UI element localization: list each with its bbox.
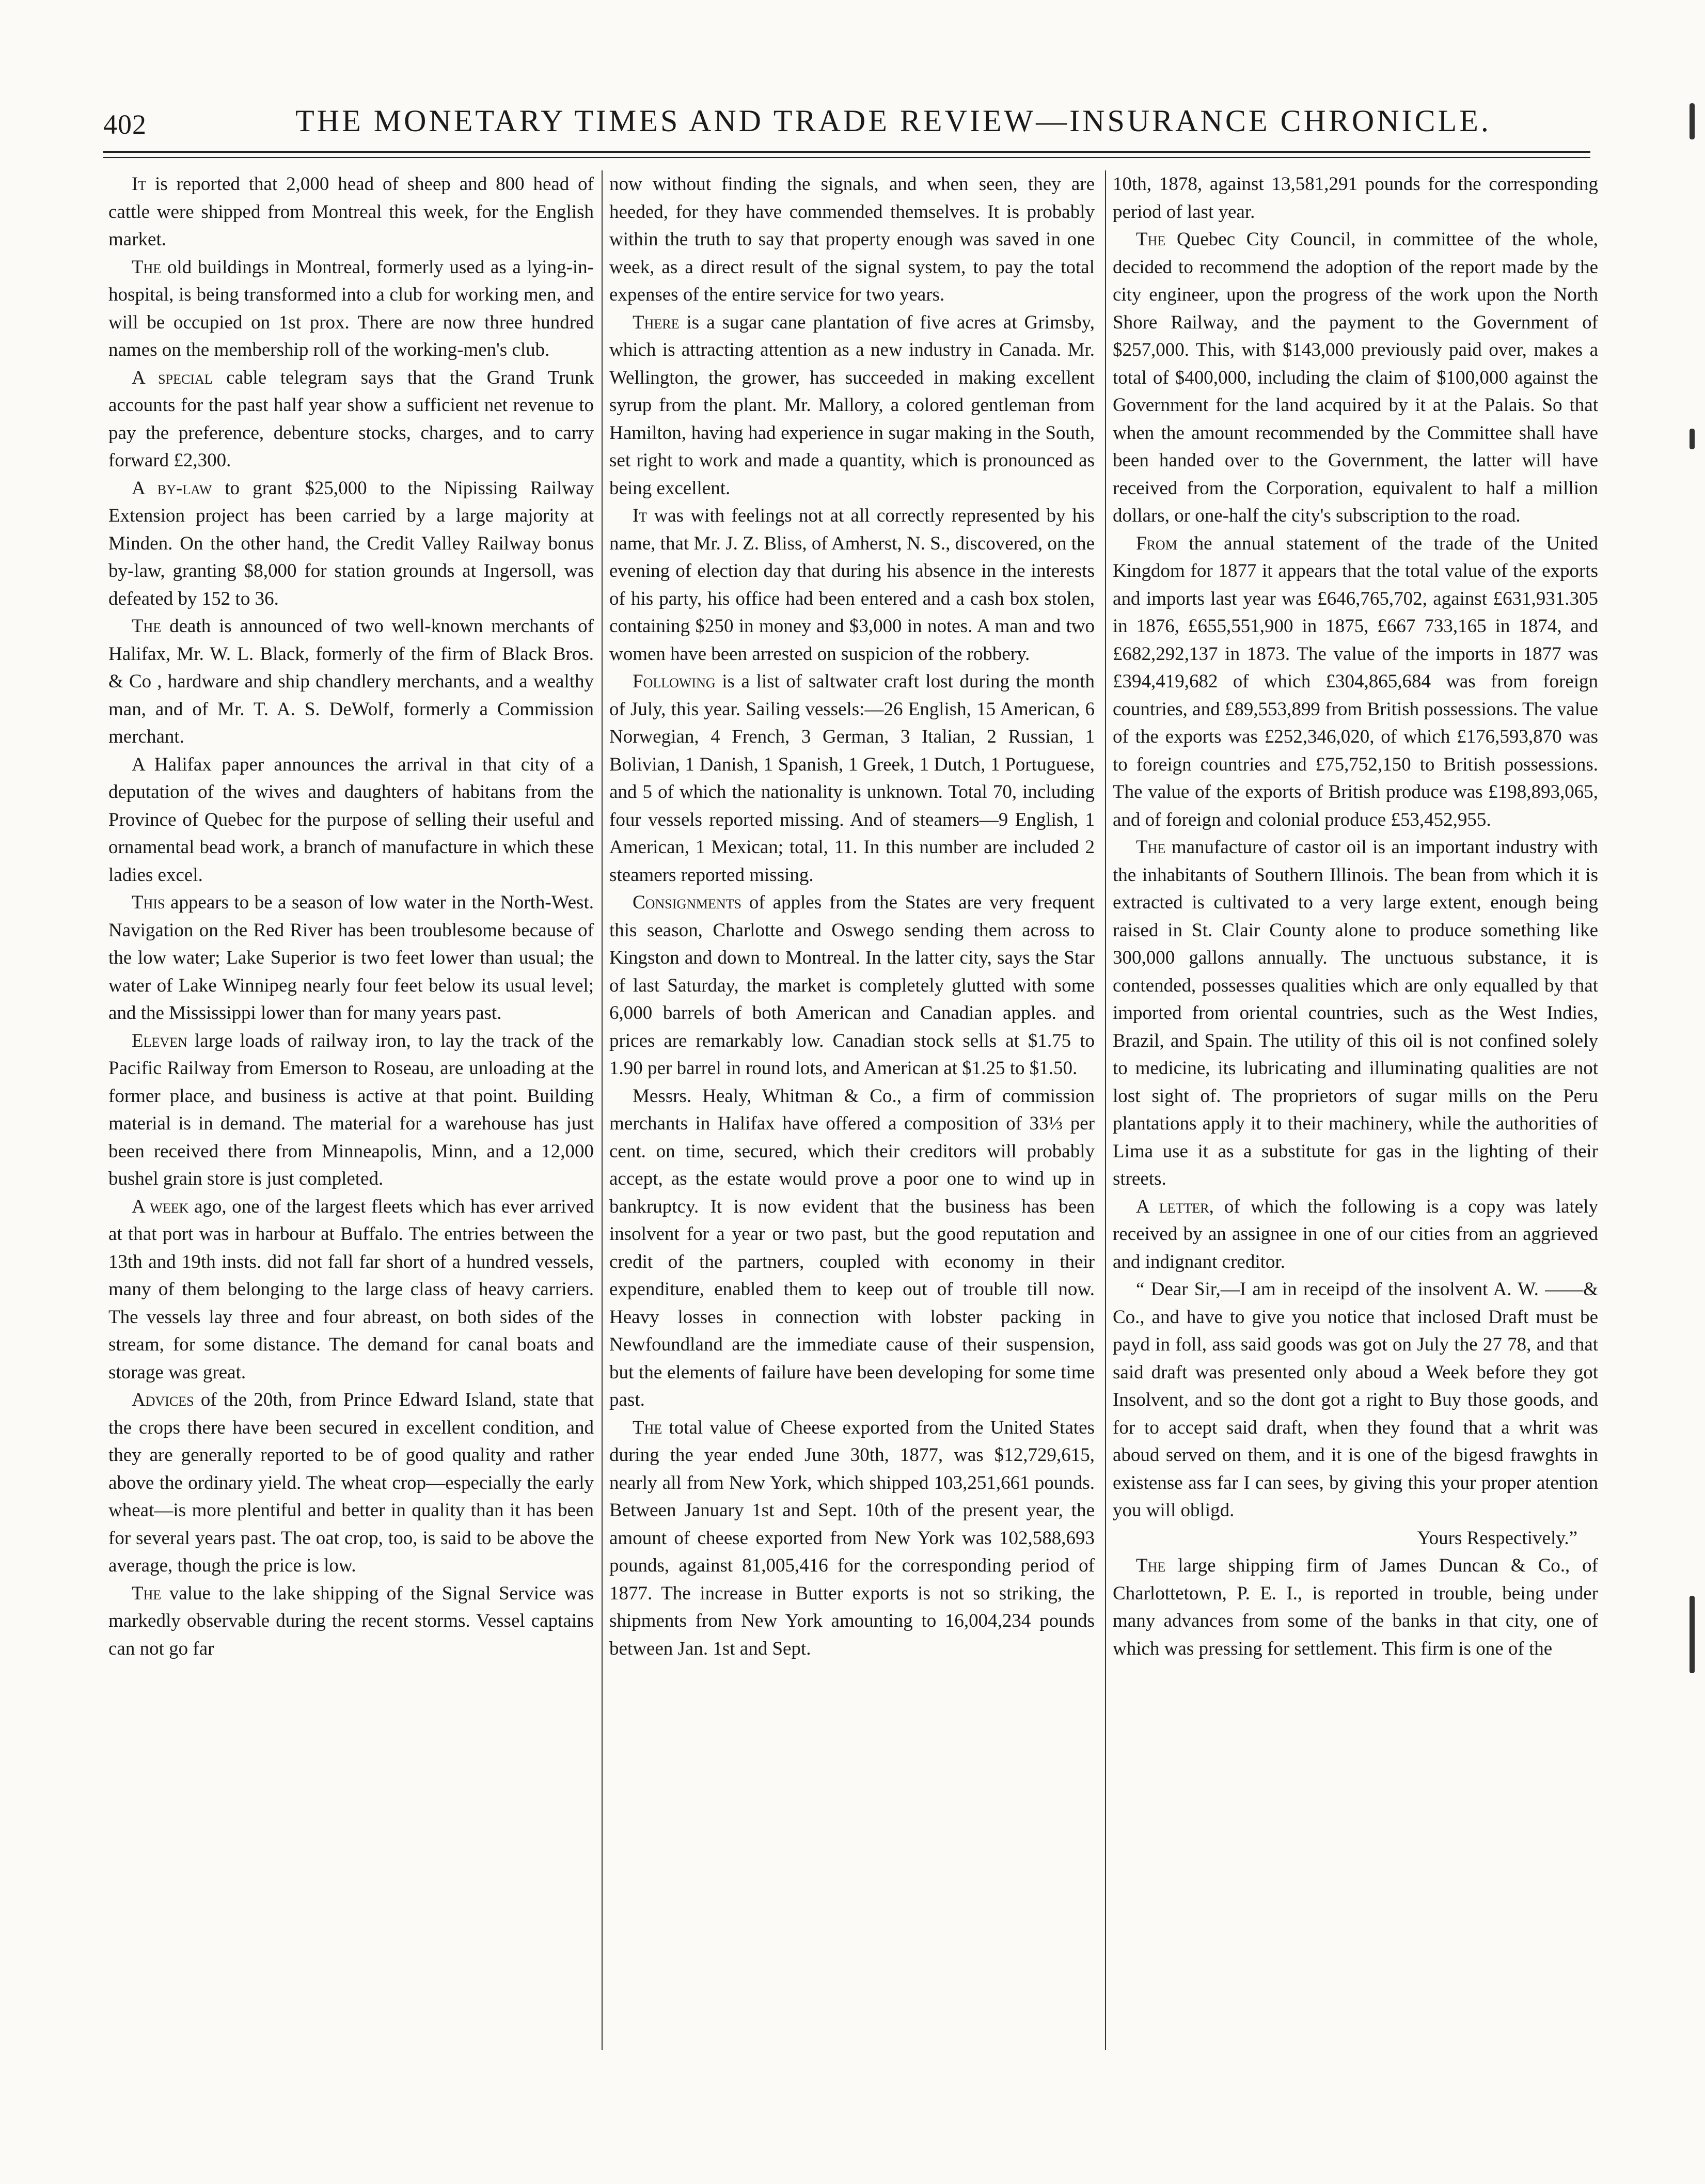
paragraph-text: Messrs. Healy, Whitman & Co., a firm of commission merchants in Halifax have offered a composition of 33⅓ per cent. on time, secured, which their creditors will probably accept, as the estate would prove a poor one to wind up in bankruptcy. It is now evident that the business has been insolvent for a year or two past, but the good reputation and credit of the partners, coupled with economy in their expenditure, enabled them to keep out of trouble till now. Heavy losses in connection with lobster packing in Newfoundland are the immediate cause of their suspension, but the elements of failure have been developing for some time past. [609, 1085, 1095, 1410]
article-paragraph [609, 1082, 1095, 1414]
article-paragraph [609, 1414, 1095, 1663]
paragraph-text: total value of Cheese exported from the United States during the year ended June 30th, 1877, was $12,729,615, nearly all from New York, which shipped 103,251,661 pounds. Between January 1st and Sept. 10th of the present year, the amount of cheese exported from New York was 102,588,693 pounds, against 81,005,416 for the corresponding period of 1877. The increase in Butter exports is not so striking, the shipments from New York amounting to 16,004,234 pounds between Jan. 1st and Sept. [609, 1417, 1095, 1659]
paragraph-text: A Halifax paper announces the arrival in that city of a deputation of the wives and daughters of habitans from the Province of Quebec for the purpose of selling their useful and ornamental bead work, a branch of manufacture in which these ladies excel. [108, 753, 594, 886]
paragraph-text: was with feelings not at all correctly represented by his name, that Mr. J. Z. Bliss, of Amherst, N. S., discovered, on the evening of election day that during his absence in the interests of his party, his office had been entered and a cash box stolen, containing $250 in money and $3,000 in notes. A man and two women have been arrested on suspicion of the robbery. [609, 505, 1095, 665]
paragraph-lead-word: This [132, 892, 165, 913]
column-2 [609, 170, 1095, 2050]
paragraph-lead-word: Consignments [633, 892, 742, 913]
page-number: 402 [103, 109, 147, 140]
paragraph-lead-word: A by-law [132, 477, 212, 499]
paragraph-lead-word: The [1136, 837, 1166, 858]
paragraph-lead-word: A letter [1136, 1196, 1209, 1217]
article-paragraph [609, 309, 1095, 502]
paragraph-lead-word: From [1136, 532, 1177, 554]
article-paragraph [108, 1386, 594, 1580]
paragraph-text: to grant $25,000 to the Nipissing Railway Extension project has been carried by a large majority at Minden. On the other hand, the Credit Valley Railway bonus by-law, granting $8,000 for station grounds at Ingersoll, was defeated by 152 to 36. [108, 477, 594, 609]
paragraph-text: large loads of railway iron, to lay the track of the Pacific Railway from Emerson to Roseau, are unloading at the former place, and business is active at that point. Building material is in demand. The material for a warehouse has just been received there from Minneapolis, Minn, and a 12,000 bushel grain store is just completed. [108, 1030, 594, 1189]
paragraph-text: 10th, 1878, against 13,581,291 pounds for the corresponding period of last year. [1113, 174, 1598, 223]
column-1 [108, 170, 594, 2050]
paragraph-lead-word: There [633, 311, 680, 333]
article-paragraph [108, 1027, 594, 1193]
article-paragraph [108, 889, 594, 1027]
page-header [103, 98, 1590, 155]
article-paragraph [108, 364, 594, 475]
paragraph-lead-word: A week [132, 1196, 189, 1217]
paragraph-text: of apples from the States are very frequent this season, Charlotte and Oswego sending them across to Kingston and down to Montreal. In the latter city, says the Star of last Saturday, the market is completely glutted with some 6,000 barrels of both American and Canadian apples. and prices are remarkably low. Canadian stock sells at $1.75 to 1.90 per barrel in round lots, and American at $1.25 to $1.50. [609, 892, 1095, 1079]
paragraph-lead-word: The [132, 1582, 162, 1604]
article-paragraph [609, 889, 1095, 1082]
article-paragraph [108, 1580, 594, 1663]
paragraph-text: “ Dear Sir,—I am in receipd of the insolvent A. W. ——& Co., and have to give you notice that inclosed Draft must be payd in foll, ass said goods was got on July the 27 78, and that said draft was presented only aboud a Week before they got Insolvent, and so the dont got a right to Buy those goods, and for to accept said draft, when they found that a whrit was aboud served on them, and it is one of the bigesd frawghts in existense ass far I can sees, by giving this your proper atention you will obligd. [1113, 1279, 1598, 1521]
paragraph-lead-word: A special [132, 367, 213, 388]
article-paragraph [1113, 530, 1598, 834]
article-paragraph [609, 170, 1095, 309]
paragraph-text: ago, one of the largest fleets which has ever arrived at that port was in harbour at Buffalo. The entries between the 13th and 19th insts. did not fall far short of a hundred vessels, many of them belonging to the large class of heavy carriers. The vessels lay three and four abreast, on both sides of the stream, for some distance. The demand for canal boats and storage was great. [108, 1196, 594, 1383]
article-paragraph [108, 254, 594, 364]
article-paragraph [1113, 226, 1598, 530]
article-paragraph [1113, 170, 1598, 226]
paragraph-text: value to the lake shipping of the Signal Service was markedly observable during the recent storms. Vessel captains can not go far [108, 1582, 594, 1659]
article-paragraph [609, 668, 1095, 889]
article-paragraph [609, 502, 1095, 668]
article-columns [108, 170, 1598, 2050]
paragraph-text: death is announced of two well-known merchants of Halifax, Mr. W. L. Black, formerly of the firm of Black Bros. & Co , hardware and ship chandlery merchants, and a wealthy man, and of Mr. T. A. S. DeWolf, formerly a Commission merchant. [108, 616, 594, 747]
paragraph-lead-word: It [132, 174, 147, 195]
paragraph-text: now without finding the signals, and when seen, they are heeded, for they have commended themselves. It is probably within the truth to say that property enough was saved in one week, as a direct result of the signal system, to pay the total expenses of the entire service for two years. [609, 174, 1095, 305]
paragraph-text: old buildings in Montreal, formerly used as a lying-in-hospital, is being transformed into a club for working men, and will be occupied on 1st prox. There are now three hundred names on the membership roll of the working-men's club. [108, 256, 594, 360]
article-paragraph [1113, 834, 1598, 1193]
running-title: THE MONETARY TIMES AND TRADE REVIEW—INSURANCE CHRONICLE. [295, 104, 1491, 138]
article-paragraph [108, 475, 594, 613]
paragraph-lead-word: The [1136, 1555, 1166, 1576]
paragraph-text: Quebec City Council, in committee of the whole, decided to recommend the adoption of the report made by the city engineer, upon the progress of the work upon the North Shore Railway, and the payment to the Government of $257,000. This, with $143,000 previously paid over, makes a total of $400,000, including the claim of $100,000 against the Government for the land acquired by it at the Palais. So that when the amount recommended by the Committee shall have been handed over to the Government, the latter will have received from the Corporation, equivalent to half a million dollars, or one-half the city's subscription to the road. [1113, 229, 1598, 526]
paragraph-text: Yours Respectively.” [1417, 1527, 1577, 1549]
paragraph-lead-word: The [1136, 229, 1166, 250]
paragraph-lead-word: Advices [132, 1389, 194, 1410]
paragraph-text: cable telegram says that the Grand Trunk accounts for the past half year show a sufficient net revenue to pay the preference, debenture stocks, charges, and to carry forward £2,300. [108, 367, 594, 471]
header-rule [103, 151, 1590, 153]
paragraph-lead-word: Eleven [132, 1030, 187, 1051]
paragraph-lead-word: The [132, 256, 162, 278]
paragraph-lead-word: The [132, 616, 162, 637]
article-paragraph [1113, 1276, 1598, 1525]
article-paragraph [108, 1193, 594, 1387]
paragraph-text: of the 20th, from Prince Edward Island, state that the crops there have been secured in excellent condition, and they are generally reported to be of good quality and rather above the ordinary yield. The wheat crop—especially the early wheat—is more plentiful and better in quality than it has been for several years past. The oat crop, too, is said to be above the average, though the price is low. [108, 1389, 594, 1576]
paragraph-lead-word: The [633, 1417, 662, 1438]
article-paragraph [108, 170, 594, 254]
article-paragraph [1113, 1193, 1598, 1276]
scan-edge-mark [1690, 103, 1695, 139]
paragraph-text: large shipping firm of James Duncan & Co., of Charlottetown, P. E. I., is reported in trouble, being under many advances from some of the banks in that city, one of which was pressing for settlement. This firm is one of the [1113, 1555, 1598, 1659]
paragraph-text: manufacture of castor oil is an important industry with the inhabitants of Southern Illinois. The bean from which it is extracted is cultivated to a very large extent, enough being raised in St. Clair County alone to produce something like 300,000 gallons annually. The unctuous substance, it is contended, possesses qualities which are only equalled by that imported from oriental countries, such as the West Indies, Brazil, and Spain. The utility of this oil is not confined solely to medicine, its lubricating and illuminating qualities are not lost sight of. The proprietors of sugar mills on the Peru plantations apply it to their machinery, while the authorities of Lima use it as a substitute for gas in the lighting of their streets. [1113, 837, 1598, 1189]
paragraph-text: is a sugar cane plantation of five acres at Grimsby, which is attracting attention as a new industry in Canada. Mr. Wellington, the grower, has succeeded in making excellent syrup from the plant. Mr. Mallory, a colored gentleman from Hamilton, having had experience in sugar making in the South, set right to work and made a quantity, which is pronounced as being excellent. [609, 311, 1095, 499]
article-paragraph [108, 751, 594, 889]
paragraph-text: , of which the following is a copy was lately received by an assignee in one of our cities from an aggrieved and indignant creditor. [1113, 1196, 1598, 1272]
paragraph-lead-word: It [633, 505, 648, 526]
header-rule-thin [103, 157, 1590, 158]
paragraph-lead-word: Following [633, 671, 716, 692]
scan-edge-mark [1690, 429, 1695, 449]
column-3 [1113, 170, 1598, 2050]
paragraph-text: is reported that 2,000 head of sheep and 800 head of cattle were shipped from Montreal this week, for the English market. [108, 174, 594, 250]
article-paragraph [1113, 1525, 1598, 1552]
article-paragraph [108, 612, 594, 751]
paragraph-text: appears to be a season of low water in the North-West. Navigation on the Red River has been troublesome because of the low water; Lake Superior is two feet lower than usual; the water of Lake Winnipeg nearly four feet below its usual level; and the Mississippi lower than for many years past. [108, 892, 594, 1024]
article-paragraph [1113, 1552, 1598, 1662]
paragraph-text: the annual statement of the trade of the United Kingdom for 1877 it appears that the total value of the exports and imports last year was £646,765,702, against £631,931.305 in 1876, £655,551,900 in 1875, £667 733,165 in 1874, and £682,292,137 in 1873. The value of the imports in 1877 was £394,419,682 of which £304,865,684 was from foreign countries, and £89,553,899 from British possessions. The value of the exports was £252,346,020, of which £176,593,870 was to foreign countries and £75,752,150 to British possessions. The value of the exports of British produce was £198,893,065, and of foreign and colonial produce £53,452,955. [1113, 532, 1598, 830]
scan-edge-mark [1690, 1596, 1695, 1673]
paragraph-text: is a list of saltwater craft lost during the month of July, this year. Sailing vessels:—26 English, 15 American, 6 Norwegian, 4 French, 3 German, 3 Italian, 2 Russian, 1 Bolivian, 1 Danish, 1 Spanish, 1 Greek, 1 Dutch, 1 Portuguese, and 5 of which the nationality is unknown. Total 70, including four vessels reported missing. And of steamers—9 English, 1 American, 1 Mexican; total, 11. In this number are included 2 steamers reported missing. [609, 671, 1095, 886]
